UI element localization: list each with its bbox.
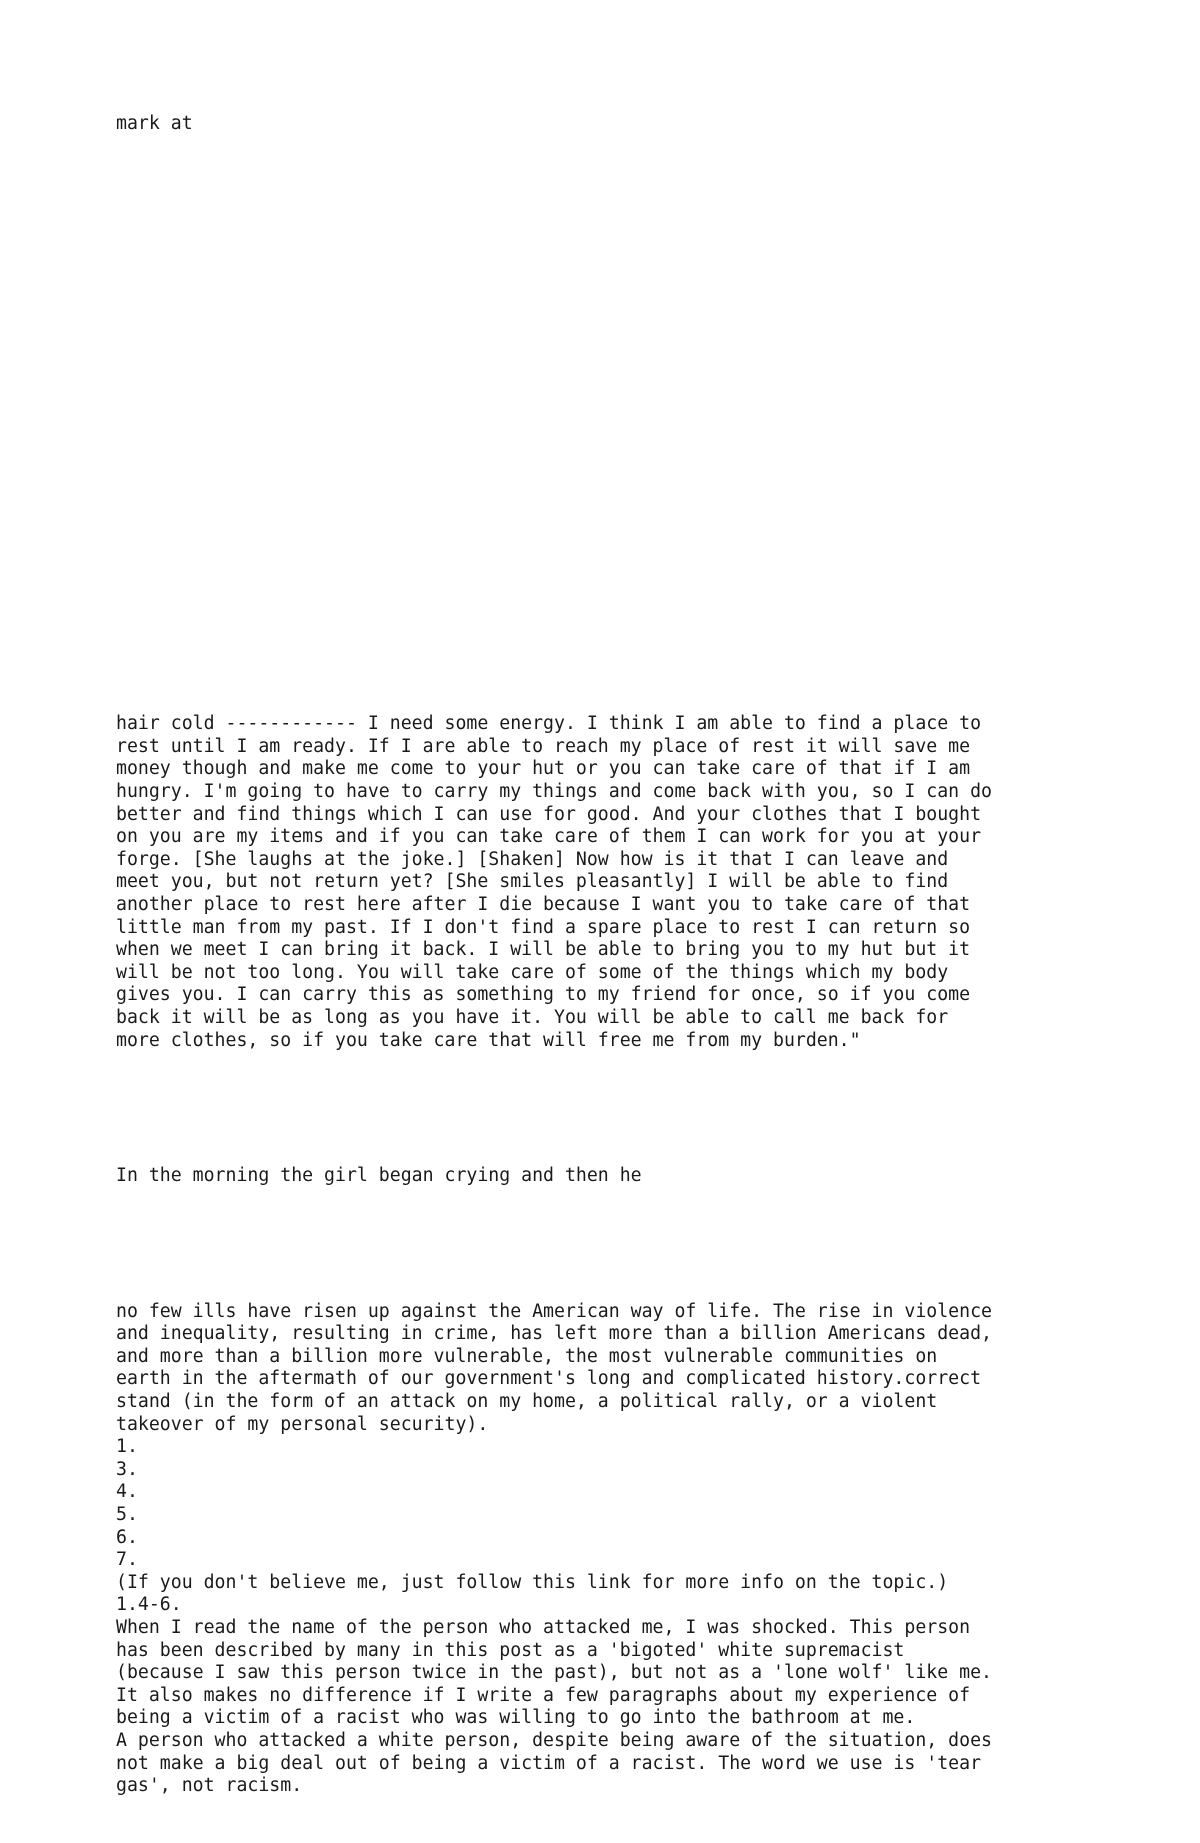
text-line: hair cold ------------ I need some energy. I think I am able to find a place to [116, 713, 982, 735]
text-line: 3. [116, 1458, 138, 1480]
text-line: 7. [116, 1549, 138, 1571]
text-line: will be not too long. You will take care of some of the things which my body [116, 961, 949, 983]
body-text [116, 668, 992, 1843]
text-line: better and find things which I can use for good. And your clothes that I bought [116, 803, 982, 825]
text-line: A person who attacked a white person, despite being aware of the situation, does [116, 1729, 992, 1751]
text-line: and more than a billion more vulnerable, the most vulnerable communities on [116, 1345, 938, 1367]
text-line: 4. [116, 1481, 138, 1503]
text-line: 6. [116, 1526, 138, 1548]
text-line: gives you. I can carry this as something to my friend for once, so if you come [116, 984, 971, 1006]
text-line: more clothes, so if you take care that will free me from my burden." [116, 1029, 861, 1051]
text-line: It also makes no difference if I write a few paragraphs about my experience of [116, 1684, 971, 1706]
header-line: mark at [116, 113, 193, 134]
text-line: when we meet I can bring it back. I will be able to bring you to my hut but it [116, 939, 971, 961]
text-line: meet you, but not return yet? [She smiles pleasantly] I will be able to find [116, 871, 949, 893]
text-line: back it will be as long as you have it. You will be able to call me back for [116, 1006, 949, 1028]
text-line: no few ills have risen up against the American way of life. The rise in violence [116, 1300, 992, 1322]
text-line: on you are my items and if you can take care of them I can work for you at your [116, 826, 982, 848]
text-line: another place to rest here after I die because I want you to take care of that [116, 893, 971, 915]
text-line: hungry. I'm going to have to carry my things and come back with you, so I can do [116, 780, 992, 802]
blank-line [116, 1233, 992, 1256]
text-line: (If you don't believe me, just follow this link for more info on the topic.) [116, 1571, 949, 1593]
text-line: When I read the name of the person who attacked me, I was shocked. This person [116, 1616, 971, 1638]
text-line: being a victim of a racist who was willing to go into the bathroom at me. [116, 1707, 916, 1729]
text-line: gas', not racism. [116, 1775, 303, 1797]
text-line: rest until I am ready. If I are able to reach my place of rest it will save me [116, 735, 971, 757]
text-line: earth in the aftermath of our government's long and complicated history.correct [116, 1368, 982, 1390]
text-line: little man from my past. If I don't find a spare place to rest I can return so [116, 916, 971, 938]
paragraph-1 [116, 713, 992, 1052]
text-line: (because I saw this person twice in the past), but not as a 'lone wolf' like me. [116, 1662, 992, 1684]
text-line: forge. [She laughs at the joke.] [Shaken] Now how is it that I can leave and [116, 848, 949, 870]
text-line: 1. [116, 1436, 138, 1458]
blank-line [116, 1097, 992, 1120]
text-line: and inequality, resulting in crime, has left more than a billion Americans dead, [116, 1323, 992, 1345]
text-line: money though and make me come to your hut or you can take care of that if I am [116, 758, 971, 780]
paragraph-2: In the morning the girl began crying and then he [116, 1165, 642, 1187]
text-line: 5. [116, 1503, 138, 1525]
paragraph-3 [116, 1301, 992, 1798]
text-line: not make a big deal out of being a victim of a racist. The word we use is 'tear [116, 1752, 982, 1774]
text-line: takeover of my personal security). [116, 1413, 489, 1435]
text-line: 1.4-6. [116, 1594, 182, 1616]
text-line: stand (in the form of an attack on my home, a political rally, or a violent [116, 1391, 938, 1412]
text-line: has been described by many in this post as a 'bigoted' white supremacist [116, 1639, 905, 1661]
